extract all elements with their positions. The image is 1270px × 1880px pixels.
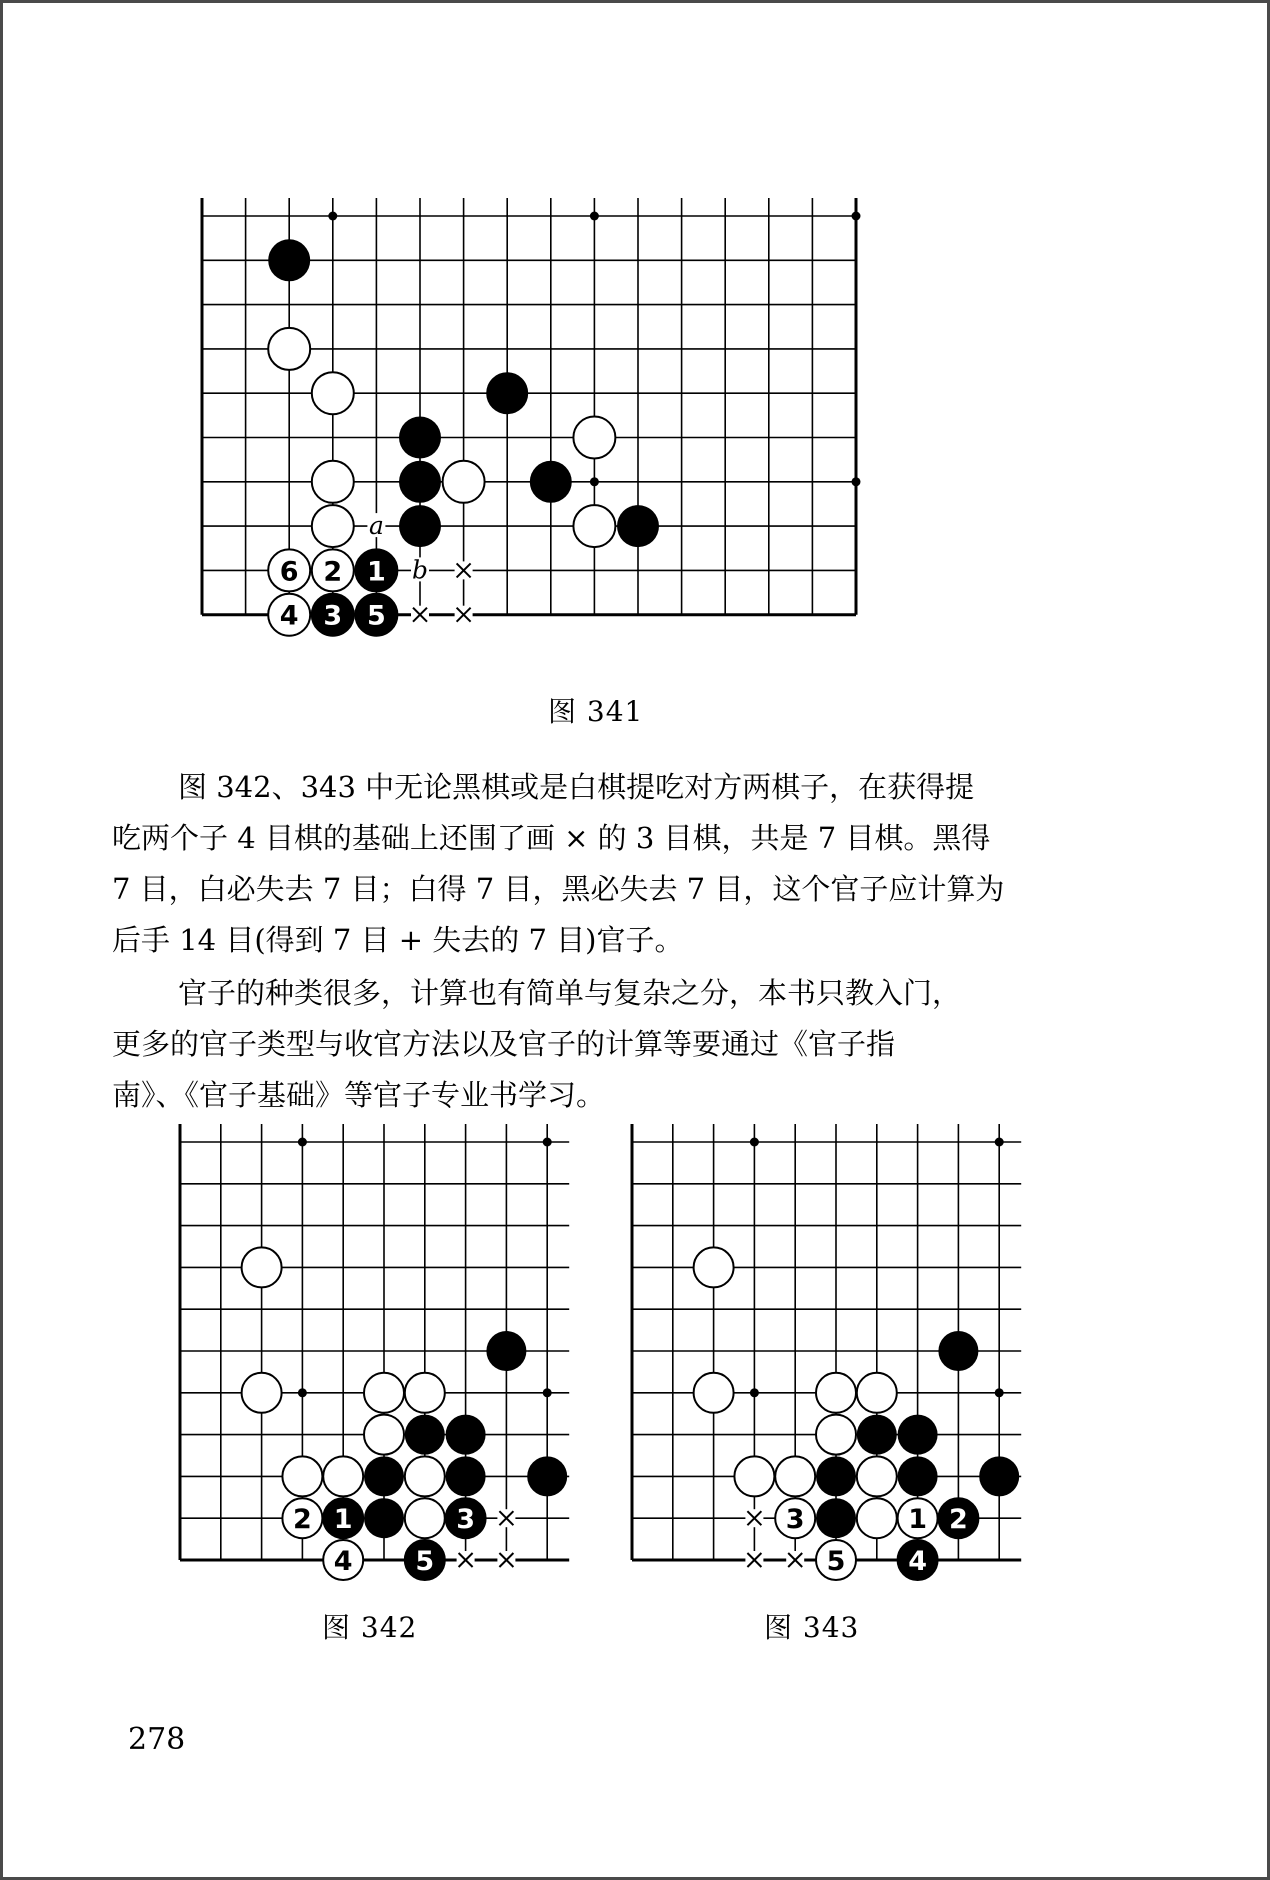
move-number: 5 [826,1546,846,1577]
paragraph-1-line-1: 图 342、343 中无论黑棋或是白棋提吃对方两棋子，在获得提 [178,770,975,804]
black-stone [816,1456,856,1496]
white-stone [857,1498,897,1538]
white-stone [816,1415,856,1455]
paragraph-2-line-1: 官子的种类很多，计算也有简单与复杂之分，本书只教入门， [178,976,962,1010]
move-number: 4 [908,1546,927,1577]
move-number: 5 [367,600,386,632]
move-number: 4 [279,600,299,632]
figure-caption-343: 图 343 [764,1611,860,1644]
black-stone [938,1331,978,1371]
paragraph-1-line-2: 吃两个子 4 目棋的基础上还围了画 × 的 3 目棋，共是 7 目棋。黑得 [112,821,991,855]
black-stone [898,1415,938,1455]
move-number: 3 [785,1504,805,1536]
move-number: 2 [949,1504,968,1536]
white-stone [857,1456,897,1496]
move-number: 6 [279,556,299,588]
paragraph-2-line-3: 南》、《官子基础》等官子专业书学习。 [112,1078,606,1112]
figure-caption-341: 图 341 [548,695,644,728]
black-stone [816,1498,856,1538]
white-stone [694,1247,734,1287]
move-number: 5 [415,1546,435,1577]
figure-caption-342: 图 342 [322,1611,418,1644]
white-stone [734,1456,774,1496]
letter-mark: b [411,555,429,585]
move-number: 1 [333,1504,353,1536]
paragraph-2-line-2: 更多的官子类型与收官方法以及官子的计算等要通过《官子指 [112,1027,896,1061]
white-stone [775,1456,815,1496]
black-stone [857,1415,897,1455]
paragraph-1-line-3: 7 目，白必失去 7 目；白得 7 目，黑必失去 7 目，这个官子应计算为 [112,872,1005,906]
move-number: 2 [323,556,343,588]
black-stone [898,1456,938,1496]
hoshi-point [750,1138,759,1147]
move-number: 2 [293,1504,312,1536]
move-number: 4 [333,1546,353,1577]
move-number: 1 [908,1504,927,1536]
letter-mark: a [368,511,384,541]
black-stone [979,1456,1019,1496]
white-stone [694,1373,734,1413]
hoshi-point [750,1388,759,1397]
paragraph-1-line-4: 后手 14 目(得到 7 目 + 失去的 7 目)官子。 [112,923,684,957]
move-number: 3 [456,1504,475,1536]
page-number: 278 [128,1722,186,1757]
hoshi-point [995,1138,1004,1147]
white-stone [857,1373,897,1413]
move-number: 3 [323,600,343,632]
move-number: 1 [367,556,386,588]
white-stone [816,1373,856,1413]
hoshi-point [995,1388,1004,1397]
